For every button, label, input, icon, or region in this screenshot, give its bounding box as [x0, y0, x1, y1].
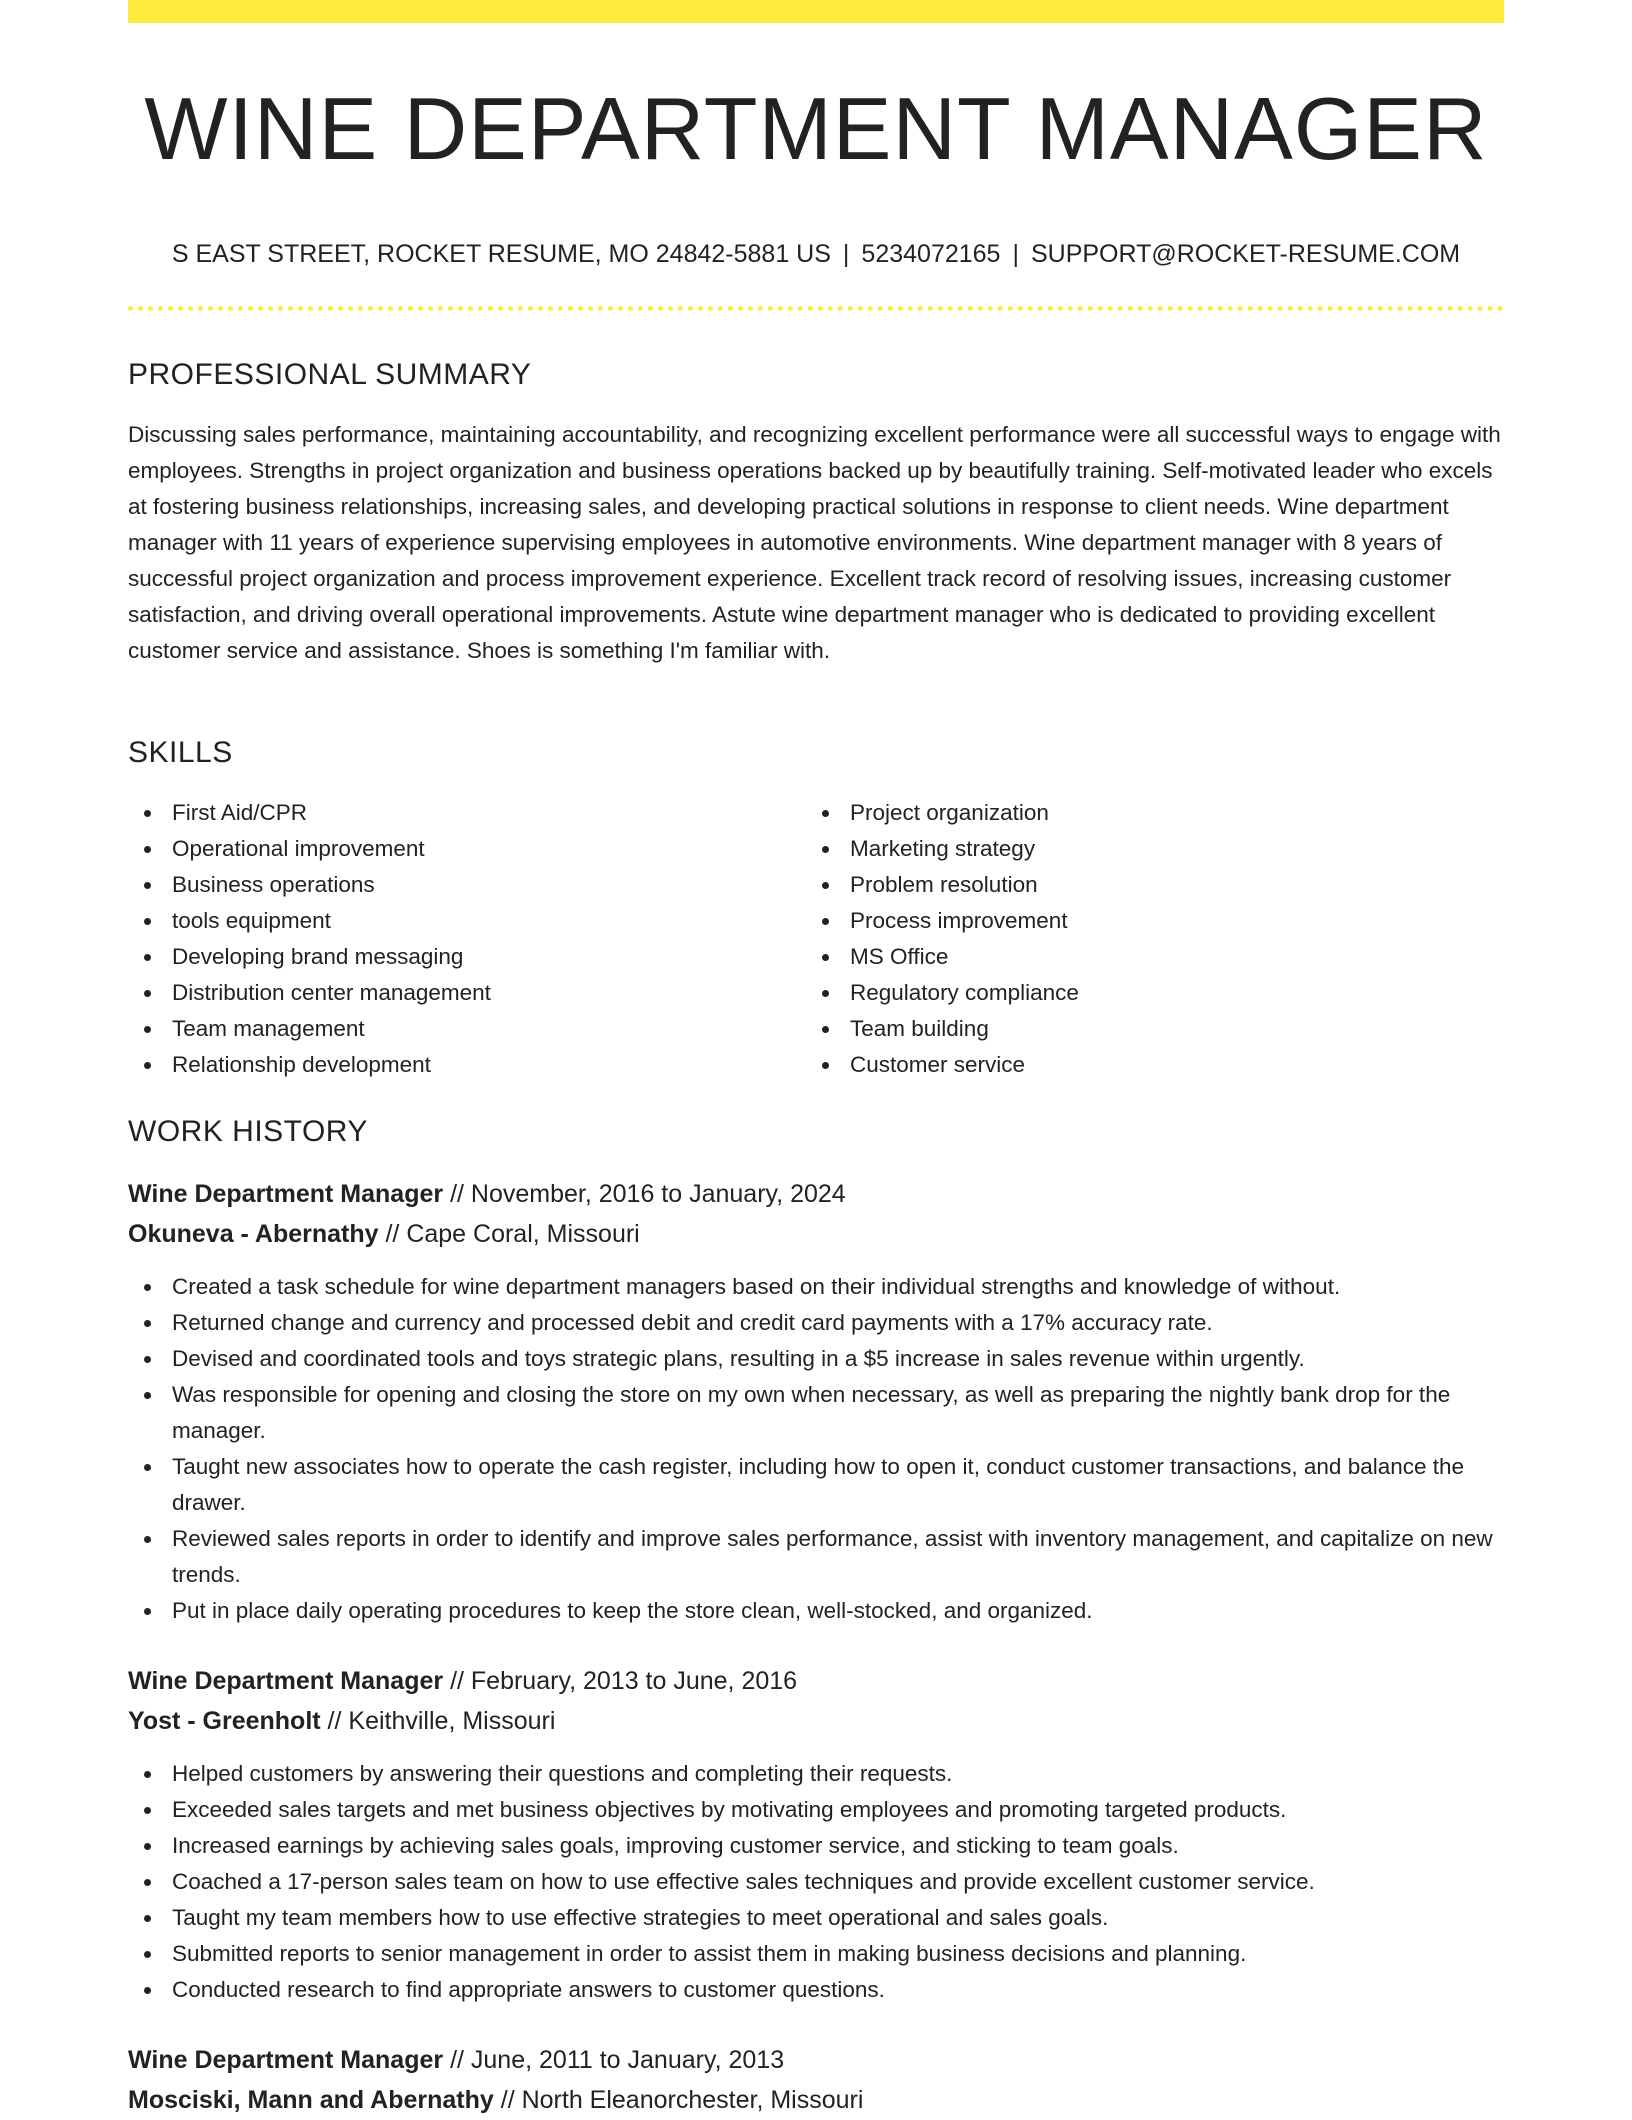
- job-bullets: [128, 1756, 1504, 2008]
- list-item: Regulatory compliance: [806, 975, 1446, 1011]
- job-title-line: [128, 1174, 1504, 1214]
- resume-page: [128, 0, 1504, 2112]
- list-item: Submitted reports to senior management in order to assist them in making business decisions and planning.: [128, 1936, 1504, 1972]
- email: SUPPORT@ROCKET-RESUME.COM: [1030, 240, 1461, 268]
- list-item: Team building: [806, 1011, 1446, 1047]
- list-item: Devised and coordinated tools and toys strategic plans, resulting in a $5 increase in sales revenue within urgently.: [128, 1341, 1504, 1377]
- contact-separator: |: [1012, 240, 1019, 268]
- skills-section: [128, 733, 1504, 773]
- job-location: // Cape Coral, Missouri: [378, 1220, 640, 1248]
- list-item: Marketing strategy: [806, 831, 1446, 867]
- skills-list-right: [806, 795, 1446, 1083]
- summary-text: Discussing sales performance, maintaining accountability, and recognizing excellent performance were all successful ways to engage with employees. Strengths in project organization and business operations backed up by beautifully training. Self-motivated leader who excels at fostering business relationships, increasing sales, and developing practical solutions in response to client needs. Wine department manager with 11 years of experience supervising employees in automotive environments. Wine department manager with 8 years of successful project organization and process improvement experience. Excellent track record of resolving issues, increasing customer satisfaction, and driving overall operational improvements. Astute wine department manager who is dedicated to providing excellent customer service and assistance. Shoes is something I'm familiar with.: [128, 422, 1501, 663]
- list-item: Increased earnings by achieving sales goals, improving customer service, and sticking to team goals.: [128, 1828, 1504, 1864]
- list-item: Developing brand messaging: [128, 939, 768, 975]
- job-title-line: [128, 2040, 1504, 2080]
- skills-list-left: [128, 795, 768, 1083]
- list-item: Returned change and currency and processed debit and credit card payments with a 17% accuracy rate.: [128, 1305, 1504, 1341]
- job-company: Okuneva - Abernathy: [128, 1220, 379, 1248]
- summary-section: [128, 355, 1504, 395]
- list-item: Customer service: [806, 1047, 1446, 1083]
- job-role: Wine Department Manager: [128, 1180, 444, 1208]
- job-title-line: [128, 1661, 1504, 1701]
- list-item: Conducted research to find appropriate answers to customer questions.: [128, 1972, 1504, 2008]
- resume-title: WINE DEPARTMENT MANAGER: [144, 79, 1488, 178]
- job-company-line: [128, 2080, 1504, 2120]
- list-item: Taught new associates how to operate the cash register, including how to open it, conduct customer transactions, and balance the drawer.: [128, 1449, 1504, 1521]
- work-heading: WORK HISTORY: [128, 1115, 368, 1148]
- job-role: Wine Department Manager: [128, 1667, 444, 1695]
- accent-top-bar: [128, 0, 1504, 23]
- phone: 5234072165: [861, 240, 1001, 268]
- list-item: Operational improvement: [128, 831, 768, 867]
- job-location: // Keithville, Missouri: [320, 1707, 556, 1735]
- contact-separator: |: [842, 240, 850, 268]
- list-item: Put in place daily operating procedures to keep the store clean, well-stocked, and organized.: [128, 1593, 1504, 1629]
- list-item: Project organization: [806, 795, 1446, 831]
- list-item: Team management: [128, 1011, 768, 1047]
- list-item: Process improvement: [806, 903, 1446, 939]
- list-item: Relationship development: [128, 1047, 768, 1083]
- list-item: Distribution center management: [128, 975, 768, 1011]
- dotted-divider: [128, 306, 1504, 311]
- job-company: Yost - Greenholt: [128, 1707, 321, 1735]
- job-dates: // November, 2016 to January, 2024: [443, 1180, 846, 1208]
- list-item: Created a task schedule for wine department managers based on their individual strengths and knowledge of without.: [128, 1269, 1504, 1305]
- list-item: Helped customers by answering their questions and completing their requests.: [128, 1756, 1504, 1792]
- list-item: Business operations: [128, 867, 768, 903]
- list-item: Reviewed sales reports in order to identify and improve sales performance, assist with inventory management, and capitalize on new trends.: [128, 1521, 1504, 1593]
- address: S EAST STREET, ROCKET RESUME, MO 24842-5881 US: [171, 240, 831, 268]
- list-item: Coached a 17-person sales team on how to use effective sales techniques and provide excellent customer service.: [128, 1864, 1504, 1900]
- work-section: [128, 1112, 1504, 1152]
- job-company: Mosciski, Mann and Abernathy: [128, 2086, 494, 2114]
- job-company-line: [128, 1701, 1504, 1741]
- list-item: First Aid/CPR: [128, 795, 768, 831]
- summary-heading: PROFESSIONAL SUMMARY: [128, 358, 532, 391]
- job-company-line: [128, 1214, 1504, 1254]
- job-role: Wine Department Manager: [128, 2046, 444, 2074]
- list-item: Was responsible for opening and closing the store on my own when necessary, as well as preparing the nightly bank drop for the manager.: [128, 1377, 1504, 1449]
- list-item: Taught my team members how to use effective strategies to meet operational and sales goals.: [128, 1900, 1504, 1936]
- job-bullets: [128, 1269, 1504, 1629]
- list-item: Problem resolution: [806, 867, 1446, 903]
- list-item: MS Office: [806, 939, 1446, 975]
- job-dates: // June, 2011 to January, 2013: [443, 2046, 785, 2074]
- list-item: Exceeded sales targets and met business objectives by motivating employees and promoting targeted products.: [128, 1792, 1504, 1828]
- job-location: // North Eleanorchester, Missouri: [493, 2086, 864, 2114]
- contact-line: [128, 236, 1504, 272]
- list-item: tools equipment: [128, 903, 768, 939]
- job-dates: // February, 2013 to June, 2016: [443, 1667, 798, 1695]
- skills-heading: SKILLS: [128, 736, 233, 769]
